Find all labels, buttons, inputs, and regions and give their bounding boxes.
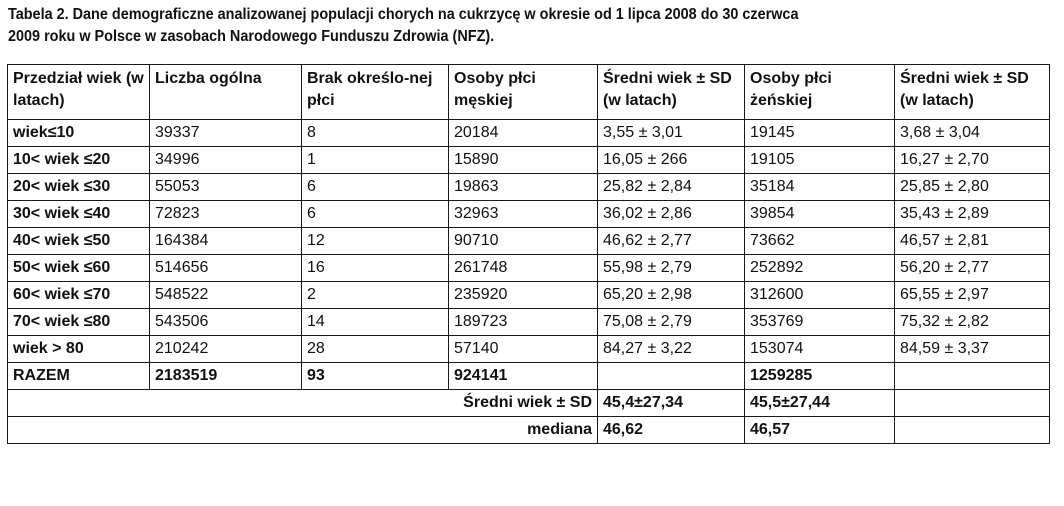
- table-cell: 57140: [449, 336, 598, 363]
- table-row: [8, 201, 1050, 228]
- table-cell: 35,43 ± 2,89: [895, 201, 1050, 228]
- table-cell: 1: [302, 147, 449, 174]
- table-row: [8, 228, 1050, 255]
- table-cell: 261748: [449, 255, 598, 282]
- table-cell: 16,05 ± 266: [598, 147, 745, 174]
- total-cell: 93: [302, 363, 449, 390]
- summary-empty-cell: [895, 417, 1050, 444]
- row-label: wiek > 80: [8, 336, 150, 363]
- caption-line-2: 2009 roku w Polsce w zasobach Narodowego Funduszu Zdrowia (NFZ).: [8, 28, 495, 45]
- table-cell: 6: [302, 174, 449, 201]
- table-body: [8, 120, 1050, 444]
- summary-male-value: 45,4±27,34: [598, 390, 745, 417]
- total-cell: 924141: [449, 363, 598, 390]
- header-row: [8, 65, 1050, 120]
- table-cell: 55053: [150, 174, 302, 201]
- table-cell: 189723: [449, 309, 598, 336]
- table-header: [8, 65, 1050, 120]
- table-row: [8, 309, 1050, 336]
- table-cell: 73662: [745, 228, 895, 255]
- header-cell-female: Osoby płci żeńskiej: [745, 65, 895, 120]
- table-cell: 65,55 ± 2,97: [895, 282, 1050, 309]
- table-cell: 12: [302, 228, 449, 255]
- caption-line-1: Tabela 2. Dane demograficzne analizowanej populacji chorych na cukrzycę w okresie od 1 lipca 2008 do 30 czerwca: [8, 6, 799, 23]
- table-row: [8, 282, 1050, 309]
- table-cell: 84,59 ± 3,37: [895, 336, 1050, 363]
- table-cell: 75,08 ± 2,79: [598, 309, 745, 336]
- table-cell: 90710: [449, 228, 598, 255]
- table-cell: 353769: [745, 309, 895, 336]
- table-cell: 14: [302, 309, 449, 336]
- table-cell: 46,57 ± 2,81: [895, 228, 1050, 255]
- total-cell: 1259285: [745, 363, 895, 390]
- table-cell: 72823: [150, 201, 302, 228]
- total-cell: 2183519: [150, 363, 302, 390]
- table-cell: 19863: [449, 174, 598, 201]
- table-row: [8, 120, 1050, 147]
- table-cell: 25,82 ± 2,84: [598, 174, 745, 201]
- table-cell: 16,27 ± 2,70: [895, 147, 1050, 174]
- header-cell-male-mean-age: Średni wiek ± SD (w latach): [598, 65, 745, 120]
- table-cell: 75,32 ± 2,82: [895, 309, 1050, 336]
- table-cell: 543506: [150, 309, 302, 336]
- header-cell-female-mean-age: Średni wiek ± SD (w latach): [895, 65, 1050, 120]
- table-row: [8, 336, 1050, 363]
- table-cell: 19105: [745, 147, 895, 174]
- table-cell: 3,68 ± 3,04: [895, 120, 1050, 147]
- summary-label: mediana: [8, 417, 598, 444]
- table-cell: 19145: [745, 120, 895, 147]
- table-cell: 34996: [150, 147, 302, 174]
- summary-male-value: 46,62: [598, 417, 745, 444]
- summary-row-mean: [8, 390, 1050, 417]
- demographics-table: [7, 64, 1050, 444]
- table-cell: 164384: [150, 228, 302, 255]
- table-cell: 514656: [150, 255, 302, 282]
- row-label: 50< wiek ≤60: [8, 255, 150, 282]
- table-cell: 6: [302, 201, 449, 228]
- table-cell: 2: [302, 282, 449, 309]
- table-cell: 39854: [745, 201, 895, 228]
- table-cell: 36,02 ± 2,86: [598, 201, 745, 228]
- summary-female-value: 45,5±27,44: [745, 390, 895, 417]
- row-label: 70< wiek ≤80: [8, 309, 150, 336]
- table-cell: 56,20 ± 2,77: [895, 255, 1050, 282]
- header-cell-male: Osoby płci męskiej: [449, 65, 598, 120]
- row-label: wiek≤10: [8, 120, 150, 147]
- table-cell: 153074: [745, 336, 895, 363]
- header-cell-total-count: Liczba ogólna: [150, 65, 302, 120]
- summary-row-median: [8, 417, 1050, 444]
- table-cell: 16: [302, 255, 449, 282]
- total-label: RAZEM: [8, 363, 150, 390]
- table-row: [8, 255, 1050, 282]
- row-label: 40< wiek ≤50: [8, 228, 150, 255]
- row-label: 60< wiek ≤70: [8, 282, 150, 309]
- table-cell: 548522: [150, 282, 302, 309]
- table-cell: 46,62 ± 2,77: [598, 228, 745, 255]
- table-container: [7, 64, 1049, 444]
- table-cell: 20184: [449, 120, 598, 147]
- table-cell: 84,27 ± 3,22: [598, 336, 745, 363]
- table-cell: 312600: [745, 282, 895, 309]
- table-cell: 235920: [449, 282, 598, 309]
- table-cell: 252892: [745, 255, 895, 282]
- table-cell: 35184: [745, 174, 895, 201]
- summary-empty-cell: [895, 390, 1050, 417]
- table-caption: [8, 4, 985, 48]
- header-cell-age-range: Przedział wiek (w latach): [8, 65, 150, 120]
- table-cell: 28: [302, 336, 449, 363]
- summary-female-value: 46,57: [745, 417, 895, 444]
- table-cell: 55,98 ± 2,79: [598, 255, 745, 282]
- row-label: 30< wiek ≤40: [8, 201, 150, 228]
- summary-label: Średni wiek ± SD: [8, 390, 598, 417]
- header-cell-unknown-sex: Brak określo-nej płci: [302, 65, 449, 120]
- table-cell: 210242: [150, 336, 302, 363]
- table-cell: 25,85 ± 2,80: [895, 174, 1050, 201]
- table-cell: 39337: [150, 120, 302, 147]
- table-cell: 15890: [449, 147, 598, 174]
- table-cell: 3,55 ± 3,01: [598, 120, 745, 147]
- total-row: [8, 363, 1050, 390]
- row-label: 10< wiek ≤20: [8, 147, 150, 174]
- total-cell: [598, 363, 745, 390]
- table-row: [8, 174, 1050, 201]
- table-cell: 32963: [449, 201, 598, 228]
- table-row: [8, 147, 1050, 174]
- row-label: 20< wiek ≤30: [8, 174, 150, 201]
- total-cell: [895, 363, 1050, 390]
- table-cell: 65,20 ± 2,98: [598, 282, 745, 309]
- table-cell: 8: [302, 120, 449, 147]
